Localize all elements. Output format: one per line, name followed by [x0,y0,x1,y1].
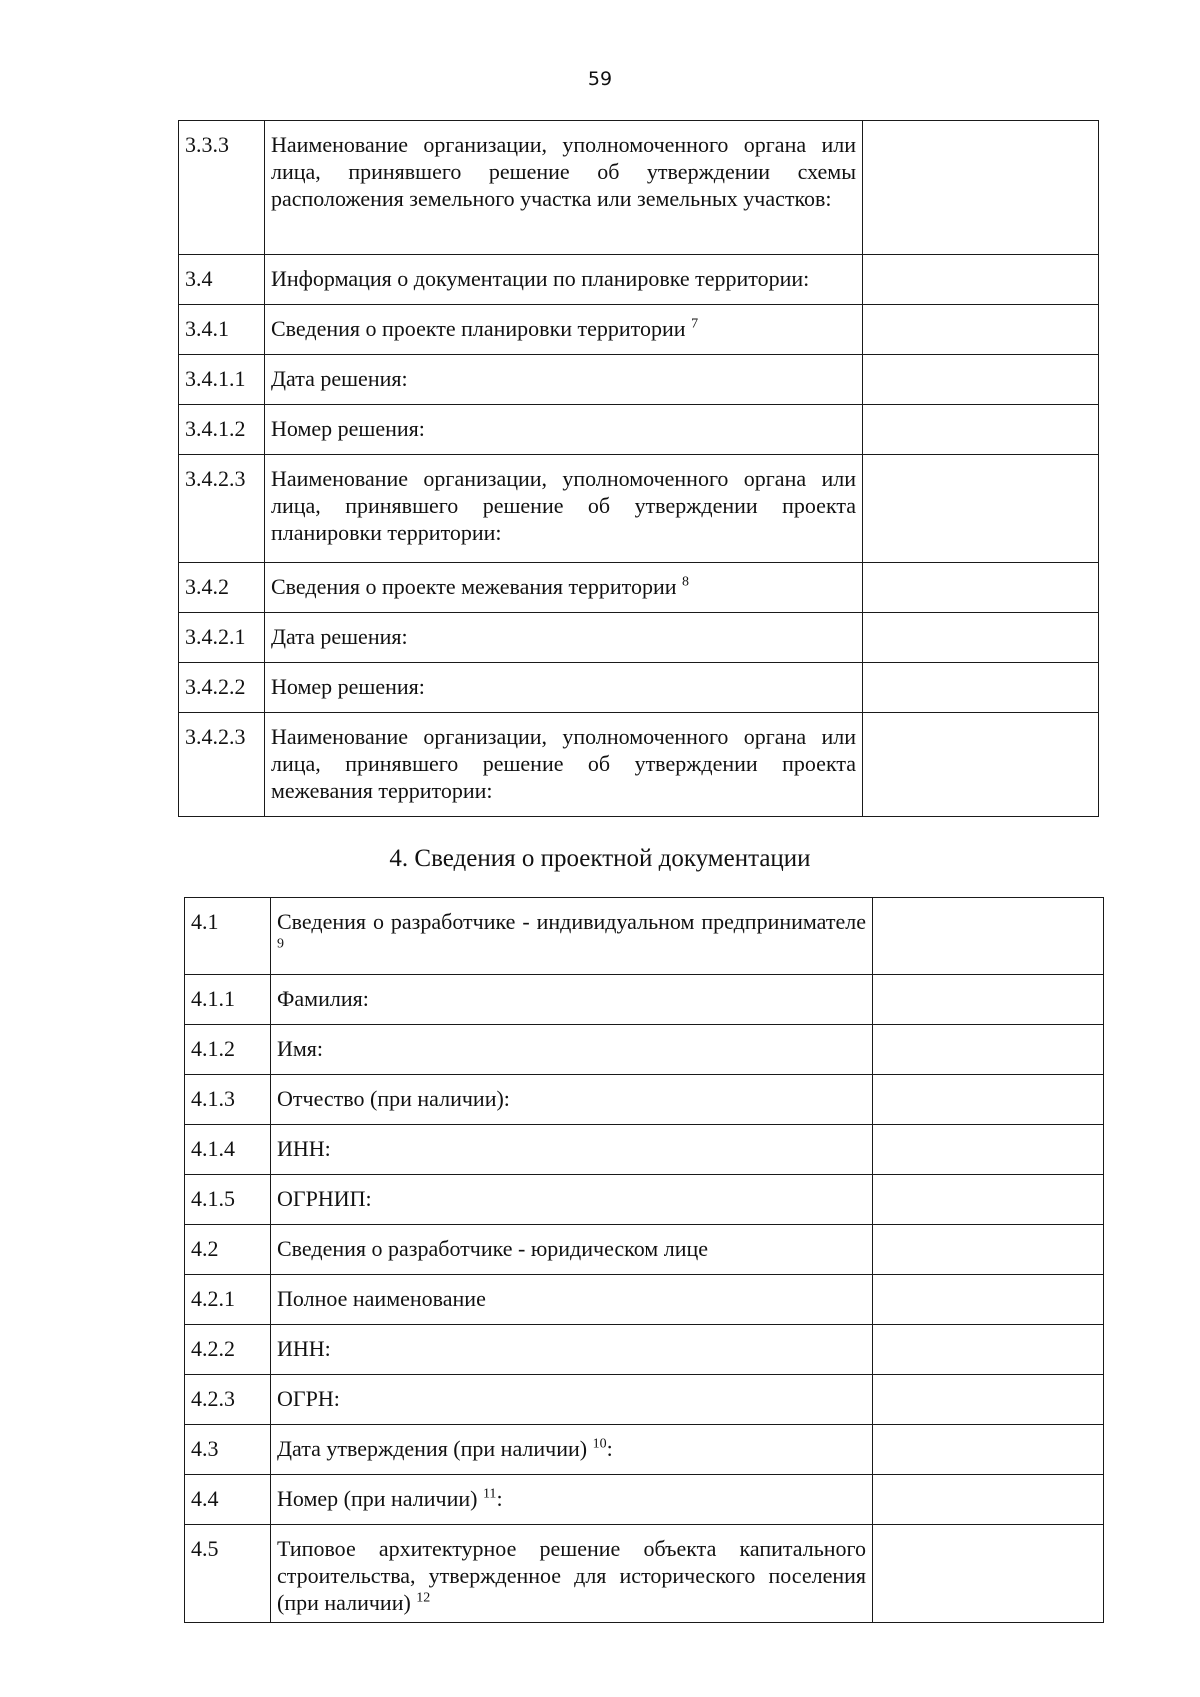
row-label: Сведения о проекте планировки территории $^7$ [265,305,863,355]
table-row [179,613,1099,663]
value-cell[interactable] [873,1175,1104,1225]
value-cell[interactable] [863,405,1099,455]
table-row [179,305,1099,355]
row-number: 4.1.4 [185,1125,271,1175]
table-row [185,1375,1104,1425]
value-cell[interactable] [863,455,1099,563]
table-row [185,1275,1104,1325]
row-number: 4.5 [185,1525,271,1623]
table-row [179,663,1099,713]
row-label: Отчество (при наличии): [271,1075,873,1125]
value-cell[interactable] [873,1075,1104,1125]
footnote-ref: 8 [682,574,690,590]
table-row [185,1025,1104,1075]
table-row [179,255,1099,305]
row-number: 4.2.2 [185,1325,271,1375]
footnote-ref: 9 [277,936,284,952]
table-row [185,1125,1104,1175]
row-label: Дата утверждения (при наличии) $^{10}$: [271,1425,873,1475]
row-label: ИНН: [271,1325,873,1375]
row-number: 3.4 [179,255,265,305]
row-number: 3.3.3 [179,121,265,255]
table-row [185,975,1104,1025]
row-number: 3.4.1.2 [179,405,265,455]
table-row [179,121,1099,255]
row-number: 4.3 [185,1425,271,1475]
row-label: Сведения о проекте межевания территории $^8$ [265,563,863,613]
row-number: 3.4.2.3 [179,713,265,817]
value-cell[interactable] [863,713,1099,817]
row-number: 4.2.3 [185,1375,271,1425]
table-row [185,1475,1104,1525]
value-cell[interactable] [873,1275,1104,1325]
row-label: Фамилия: [271,975,873,1025]
value-cell[interactable] [863,355,1099,405]
footnote-ref: 10 [592,1436,607,1452]
row-label: ОГРН: [271,1375,873,1425]
row-label: Номер решения: [265,663,863,713]
table-row [185,1175,1104,1225]
footnote-ref: 11 [482,1486,497,1502]
value-cell[interactable] [873,1375,1104,1425]
row-number: 4.1 [185,898,271,975]
row-label: Полное наименование [271,1275,873,1325]
table-row [185,1225,1104,1275]
row-label: Имя: [271,1025,873,1075]
value-cell[interactable] [873,1425,1104,1475]
table-row [179,563,1099,613]
row-number: 4.1.5 [185,1175,271,1225]
value-cell[interactable] [873,1325,1104,1375]
value-cell[interactable] [873,1025,1104,1075]
row-number: 4.1.3 [185,1075,271,1125]
table-row [185,1075,1104,1125]
form-table-section-3 [178,120,1099,817]
row-label: Информация о документации по планировке территории: [265,255,863,305]
row-label: Номер решения: [265,405,863,455]
table-row [185,898,1104,975]
row-label: Наименование организации, уполномоченного органа или лица, принявшего решение об утверждении проекта планировки территории: [265,455,863,563]
value-cell[interactable] [873,1475,1104,1525]
table-row [185,1525,1104,1623]
row-label: Номер (при наличии) $^{11}$: [271,1475,873,1525]
value-cell[interactable] [863,563,1099,613]
row-label: Дата решения: [265,613,863,663]
footnote-ref: 7 [691,316,699,332]
row-label: Наименование организации, уполномоченного органа или лица, принявшего решение об утверждении схемы расположения земельного участка или земельных участков: [265,121,863,255]
row-number: 4.1.1 [185,975,271,1025]
value-cell[interactable] [863,613,1099,663]
row-number: 3.4.2 [179,563,265,613]
row-number: 3.4.1 [179,305,265,355]
row-label: ОГРНИП: [271,1175,873,1225]
table-row [185,1325,1104,1375]
row-number: 3.4.2.1 [179,613,265,663]
value-cell[interactable] [873,1125,1104,1175]
value-cell[interactable] [863,305,1099,355]
value-cell[interactable] [863,121,1099,255]
form-table-section-4 [184,897,1104,1623]
value-cell[interactable] [863,663,1099,713]
row-label: Наименование организации, уполномоченного органа или лица, принявшего решение об утверждении проекта межевания территории: [265,713,863,817]
row-number: 4.1.2 [185,1025,271,1075]
row-label: ИНН: [271,1125,873,1175]
row-number: 4.2 [185,1225,271,1275]
row-label: Сведения о разработчике - юридическом лице [271,1225,873,1275]
row-number: 3.4.2.3 [179,455,265,563]
value-cell[interactable] [873,975,1104,1025]
table-row [179,405,1099,455]
table-row [179,455,1099,563]
section-heading: 4. Сведения о проектной документации [389,845,811,872]
row-label: Сведения о разработчике - индивидуальном предпринимателе $^9$ [271,898,873,975]
row-number: 3.4.2.2 [179,663,265,713]
value-cell[interactable] [873,1225,1104,1275]
footnote-ref: 12 [416,1590,431,1606]
row-label: Типовое архитектурное решение объекта капитального строительства, утвержденное для исторического поселения (при наличии) $^{12}$ [271,1525,873,1623]
page-number: 59 [587,68,613,90]
table-row [185,1425,1104,1475]
table-row [179,355,1099,405]
row-number: 3.4.1.1 [179,355,265,405]
row-number: 4.2.1 [185,1275,271,1325]
value-cell[interactable] [873,898,1104,975]
value-cell[interactable] [863,255,1099,305]
table-row [179,713,1099,817]
row-label: Дата решения: [265,355,863,405]
value-cell[interactable] [873,1525,1104,1623]
row-number: 4.4 [185,1475,271,1525]
